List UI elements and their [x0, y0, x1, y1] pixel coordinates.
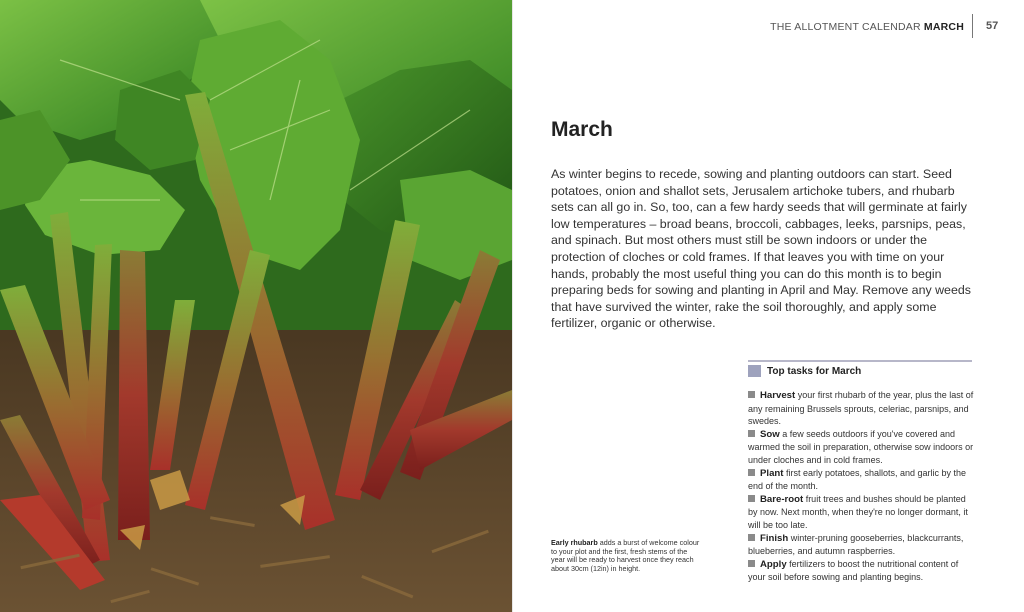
task-text: first early potatoes, shallots, and garlic by the end of the month. — [748, 467, 967, 492]
task-text: winter-pruning gooseberries, blackcurrants, blueberries, and autumn raspberries. — [748, 532, 964, 557]
page-title: March — [551, 118, 613, 141]
top-tasks-header — [748, 360, 972, 379]
square-bullet-icon — [748, 534, 755, 541]
task-text: your first rhubarb of the year, plus the last of any remaining Brussels sprouts, celeriac, parsnips, and swedes. — [748, 390, 974, 427]
task-label: Harvest — [760, 390, 796, 401]
task-item — [748, 493, 976, 532]
intro-paragraph: As winter begins to recede, sowing and planting outdoors can start. Seed potatoes, onion and shallot sets, Jerusalem artichoke tubers, and rhubarb sets can all go in. So, too, can a few hardy seeds that will germinate at fairly low temperatures – broad beans, broccoli, cabbages, leeks, parsnips, peas, and spinach. But most others must still be sown indoors or under the protection of cloches or cold frames. If that leaves you with time on your hands, probably the most useful thing you can do this month is to begin preparing beds for sowing and planting in April and May. Remove any weeds that have survived the winter, rake the soil thoroughly, and apply some fertilizer, organic or otherwise. — [551, 167, 971, 331]
square-bullet-icon — [748, 495, 755, 502]
tasks-heading-row — [748, 363, 972, 379]
task-item — [748, 467, 976, 493]
task-text: fertilizers to boost the nutritional content of your soil before sowing and planting begins. — [748, 558, 959, 583]
page-number: 57 — [986, 20, 999, 32]
square-bullet-icon — [748, 430, 755, 437]
caption-lead: Early rhubarb — [551, 538, 598, 547]
page-gutter — [512, 0, 513, 612]
task-label: Finish — [760, 532, 789, 544]
task-label: Sow — [760, 428, 780, 440]
task-item — [748, 558, 976, 584]
tasks-list — [748, 389, 976, 584]
task-text: a few seeds outdoors if you've covered and warmed the soil in preparation, otherwise sow indoors or under cloches and in cold frames. — [748, 428, 974, 465]
section-title: MARCH — [923, 21, 964, 33]
square-bullet-icon — [748, 560, 755, 567]
caption-text: adds a burst of welcome colour to your plot and the first, fresh stems of the year will be ready to harvest once they reach about 30cm (12in) in height. — [551, 538, 700, 573]
book-title: THE ALLOTMENT CALENDAR — [770, 21, 921, 33]
task-label: Bare-root — [760, 493, 804, 505]
square-bullet-icon — [748, 365, 761, 377]
task-label: Apply — [760, 558, 787, 570]
running-head-divider — [972, 14, 973, 38]
photo-caption — [551, 539, 703, 573]
tasks-rule — [748, 360, 972, 362]
task-item — [748, 532, 976, 558]
square-bullet-icon — [748, 391, 755, 398]
square-bullet-icon — [748, 469, 755, 476]
task-item — [748, 389, 976, 428]
tasks-heading: Top tasks for March — [767, 365, 862, 377]
task-item — [748, 428, 976, 467]
task-text: fruit trees and bushes should be planted by now. Next month, when they're no longer dormant, it will be too late. — [748, 493, 968, 530]
task-label: Plant — [760, 467, 784, 479]
running-head — [770, 21, 964, 35]
